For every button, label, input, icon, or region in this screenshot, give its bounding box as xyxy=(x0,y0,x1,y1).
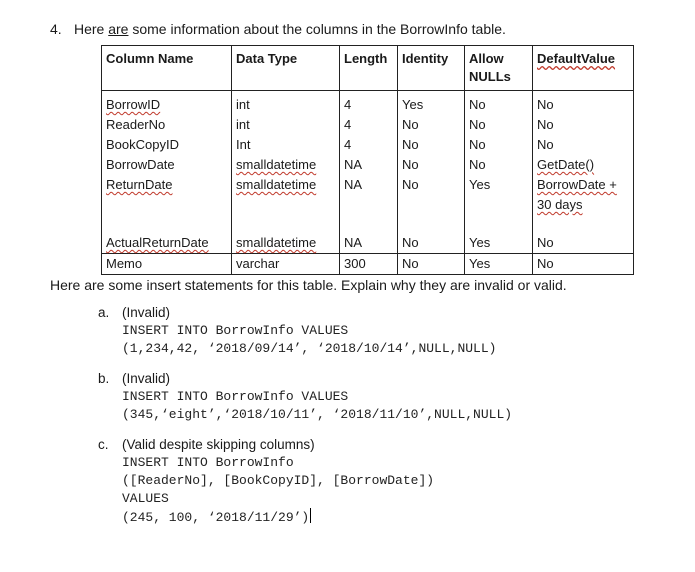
cell-column-name xyxy=(102,91,232,116)
list-item xyxy=(98,304,512,358)
table-header-row xyxy=(102,46,634,91)
cell-text: smalldatetime xyxy=(236,177,317,192)
cell-default: No xyxy=(533,91,634,116)
table-row xyxy=(102,254,634,275)
header-data-type: Data Type xyxy=(232,46,340,91)
cell-column-name: BookCopyID xyxy=(102,135,232,155)
cell-identity: No xyxy=(398,254,465,275)
cell-default xyxy=(533,175,634,215)
cell-length: 4 xyxy=(340,135,398,155)
columns-table xyxy=(101,45,634,275)
table-row xyxy=(102,215,634,254)
cell-default: No xyxy=(533,135,634,155)
table-row xyxy=(102,91,634,116)
question-heading xyxy=(50,21,506,37)
item-letter: a. xyxy=(98,305,110,320)
cell-length: 300 xyxy=(340,254,398,275)
cell-column-name: BorrowDate xyxy=(102,155,232,175)
cell-text: BorrowDate + 30 days xyxy=(537,177,617,212)
cell-text: smalldatetime xyxy=(236,235,317,250)
item-label: (Invalid) xyxy=(122,305,171,320)
cell-data-type xyxy=(232,175,340,215)
header-identity: Identity xyxy=(398,46,465,91)
code-line: INSERT INTO BorrowInfo VALUES xyxy=(122,323,349,338)
cell-default xyxy=(533,155,634,175)
code-line: INSERT INTO BorrowInfo VALUES xyxy=(122,389,349,404)
table-row xyxy=(102,155,634,175)
cell-column-name: ReaderNo xyxy=(102,115,232,135)
cell-identity: No xyxy=(398,215,465,254)
cell-default: No xyxy=(533,254,634,275)
cell-text: ReturnDate xyxy=(106,177,173,192)
item-label-line xyxy=(98,370,512,388)
cell-identity: No xyxy=(398,175,465,215)
cell-column-name xyxy=(102,175,232,215)
code-line: VALUES xyxy=(122,491,169,506)
table-row xyxy=(102,175,634,215)
cell-text: smalldatetime xyxy=(236,157,317,172)
cell-identity: No xyxy=(398,155,465,175)
cell-data-type: int xyxy=(232,91,340,116)
intro-paragraph: Here are some insert statements for this table. Explain why they are invalid or valid. xyxy=(50,277,567,293)
cell-allow-nulls: No xyxy=(465,115,533,135)
cell-allow-nulls: No xyxy=(465,91,533,116)
table-row xyxy=(102,115,634,135)
insert-statement-list xyxy=(98,304,512,539)
question-text-end: some information about the columns in the BorrowInfo table. xyxy=(128,21,506,37)
cell-text: GetDate() xyxy=(537,157,595,172)
cell-data-type: int xyxy=(232,115,340,135)
cell-length: 4 xyxy=(340,91,398,116)
code-line: ([ReaderNo], [BookCopyID], [BorrowDate]) xyxy=(122,473,435,488)
cell-length: 4 xyxy=(340,115,398,135)
text-cursor xyxy=(310,508,311,523)
cell-length: NA xyxy=(340,175,398,215)
cell-identity: No xyxy=(398,115,465,135)
code-line: INSERT INTO BorrowInfo xyxy=(122,455,294,470)
question-number: 4. xyxy=(50,21,62,37)
item-letter: c. xyxy=(98,437,109,452)
cell-identity: No xyxy=(398,135,465,155)
cell-identity: Yes xyxy=(398,91,465,116)
cell-column-name xyxy=(102,215,232,254)
code-line: (345,‘eight’,‘2018/10/11’, ‘2018/11/10’,NULL,NULL) xyxy=(122,407,513,422)
cell-column-name: Memo xyxy=(102,254,232,275)
cell-allow-nulls: Yes xyxy=(465,254,533,275)
item-label: (Valid despite skipping columns) xyxy=(122,437,315,452)
question-text-are: are xyxy=(108,21,129,37)
item-label-line xyxy=(98,304,512,322)
item-label-line xyxy=(98,436,512,454)
table-row xyxy=(102,135,634,155)
cell-allow-nulls: Yes xyxy=(465,175,533,215)
cell-allow-nulls: No xyxy=(465,135,533,155)
header-default-value xyxy=(533,46,634,91)
cell-data-type: varchar xyxy=(232,254,340,275)
code-line: (1,234,42, ‘2018/09/14’, ‘2018/10/14’,NULL,NULL) xyxy=(122,341,497,356)
cell-data-type: Int xyxy=(232,135,340,155)
item-label: (Invalid) xyxy=(122,371,171,386)
cell-allow-nulls: Yes xyxy=(465,215,533,254)
cell-length: NA xyxy=(340,215,398,254)
header-default-value-text: DefaultValue xyxy=(537,51,616,66)
code-text: (245, 100, ‘2018/11/29’) xyxy=(122,510,310,525)
list-item xyxy=(98,436,512,527)
code-line-last[interactable] xyxy=(98,508,512,527)
cell-length: NA xyxy=(340,155,398,175)
cell-allow-nulls: No xyxy=(465,155,533,175)
cell-data-type xyxy=(232,155,340,175)
header-length: Length xyxy=(340,46,398,91)
cell-default: No xyxy=(533,215,634,254)
item-letter: b. xyxy=(98,371,110,386)
header-column-name: Column Name xyxy=(102,46,232,91)
cell-data-type xyxy=(232,215,340,254)
header-allow-nulls: Allow NULLs xyxy=(465,46,533,91)
list-item xyxy=(98,370,512,424)
question-text-start: Here xyxy=(74,21,109,37)
cell-text: BorrowID xyxy=(106,97,161,112)
cell-text: ActualReturnDate xyxy=(106,235,209,250)
cell-default: No xyxy=(533,115,634,135)
